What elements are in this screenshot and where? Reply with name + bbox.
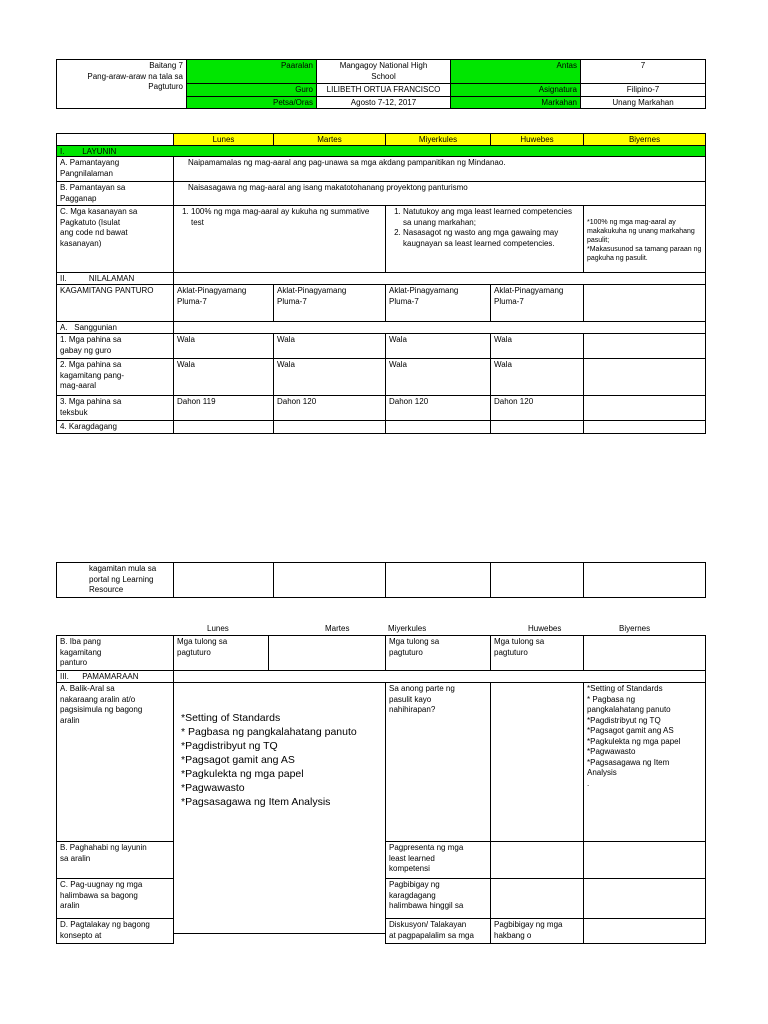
gabay-martes: Wala — [273, 333, 386, 359]
paghahabi-huwebes — [490, 841, 584, 879]
kasanayan-biyernes: *100% ng mga mag-aaral ay makakukuha ng unang markahang pasulit; *Makasusunod sa tamang paraan ng pagkuha ng pasulit. — [583, 205, 706, 273]
asignatura-label: Asignatura — [450, 83, 581, 97]
markahan-value: Unang Markahan — [580, 96, 706, 109]
portal-huwebes — [490, 562, 584, 598]
karagdagang-biyernes — [583, 420, 706, 434]
kasanayan-miy-item-2: 2. Nasasagot ng wasto ang mga gawaing may kaugnayan sa least learned competencies. — [403, 228, 580, 249]
mag-aaral-lunes: Wala — [173, 358, 274, 396]
kasanayan-label: C. Mga kasanayan sa Pagkatuto (Isulat ang code nd bawat kasanayan) — [56, 205, 174, 273]
t3-day-lunes: Lunes — [207, 624, 229, 633]
kasanayan-lunes-martes — [173, 205, 386, 273]
antas-value: 7 — [580, 59, 706, 84]
karagdagang-huwebes — [490, 420, 584, 434]
mag-aaral-martes: Wala — [273, 358, 386, 396]
pag-uugnay-huwebes — [490, 878, 584, 919]
karagdagang-martes — [273, 420, 386, 434]
kagamitang-mag-aaral-label: 2. Mga pahina sa kagamitang pang- mag-aaral — [56, 358, 174, 396]
nilalaman-heading: II. NILALAMAN — [56, 272, 174, 285]
balik-aral-biyernes: *Setting of Standards * Pagbasa ng pangkalahatang panuto *Pagdistribyut ng TQ *Pagsagot gamit ang AS *Pagkulekta ng mga papel *Pagwawasto *Pagsasagawa ng Item Analysis . — [583, 682, 706, 842]
iba-pang-kagamitan-label: B. Iba pang kagamitang panturo — [56, 635, 174, 671]
grade-level-title: Baitang 7 Pang-araw-araw na tala sa Pagtuturo — [56, 59, 187, 109]
karagdagang-lunes — [173, 420, 274, 434]
day-header-huwebes: Huwebes — [490, 133, 584, 146]
balik-aral-miyerkules: Sa anong parte ng pasulit kayo nahihirapan? — [385, 682, 491, 842]
pagtalakay-biyernes — [583, 918, 706, 944]
aklat-huwebes: Aklat-Pinagyamang Pluma-7 — [490, 284, 584, 322]
tulong-miyerkules: Mga tulong sa pagtuturo — [385, 635, 491, 671]
pagtalakay-label: D. Pagtalakay ng bagong konsepto at — [56, 918, 174, 944]
pamamaraan-heading: III. PAMAMARAAN — [56, 670, 174, 683]
day-header-martes: Martes — [273, 133, 386, 146]
teksbuk-label: 3. Mga pahina sa teksbuk — [56, 395, 174, 421]
paghahabi-miyerkules: Pagpresenta ng mga least learned kompetensi — [385, 841, 491, 879]
pamantayang-pangnilalaman-label: A. Pamantayang Pangnilalaman — [56, 156, 174, 182]
mag-aaral-huwebes: Wala — [490, 358, 584, 396]
sanggunian-label: A. Sanggunian — [56, 321, 174, 334]
aklat-biyernes — [583, 284, 706, 322]
pag-uugnay-label: C. Pag-uugnay ng mga halimbawa sa bagong aralin — [56, 878, 174, 919]
t3-day-martes: Martes — [325, 624, 350, 633]
pamantayan-sa-pagganap-text: Naisasagawa ng mag-aaral ang isang makatotohanang proyektong panturismo — [173, 181, 706, 206]
markahan-label: Markahan — [450, 96, 581, 109]
balik-aral-label: A. Balik-Aral sa nakaraang aralin at/o pagsisimula ng bagong aralin — [56, 682, 174, 842]
layunin-heading: I. LAYUNIN — [60, 147, 117, 156]
pamantayan-sa-pagganap-label: B. Pamantayan sa Pagganap — [56, 181, 174, 206]
day-header-miyerkules: Miyerkules — [385, 133, 491, 146]
pamamaraan-lunes-martes: *Setting of Standards * Pagbasa ng pangkalahatang panuto *Pagdistribyut ng TQ *Pagsagot gamit ang AS *Pagkulekta ng mga papel *Pagwawasto *Pagsasagawa ng Item Analysis — [173, 682, 386, 934]
teksbuk-miyerkules: Dahon 120 — [385, 395, 491, 421]
kasanayan-miyerkules-huwebes — [385, 205, 584, 273]
kagamitan-panturo-heading: KAGAMITANG PANTURO — [56, 284, 174, 322]
t3-day-miyerkules: Miyerkules — [388, 624, 427, 633]
day-header-biyernes: Biyernes — [583, 133, 706, 146]
gabay-lunes: Wala — [173, 333, 274, 359]
aklat-lunes: Aklat-Pinagyamang Pluma-7 — [173, 284, 274, 322]
kasanayan-lunes-item: 1. 100% ng mga mag-aaral ay kukuha ng summative test — [191, 207, 382, 228]
portal-lunes — [173, 562, 274, 598]
teksbuk-lunes: Dahon 119 — [173, 395, 274, 421]
paghahabi-label: B. Paghahabi ng layunin sa aralin — [56, 841, 174, 879]
teksbuk-biyernes — [583, 395, 706, 421]
paghahabi-biyernes — [583, 841, 706, 879]
petsa-label: Petsa/Oras — [186, 96, 317, 109]
t3-day-biyernes: Biyernes — [619, 624, 651, 633]
tulong-martes — [268, 635, 386, 671]
teksbuk-huwebes: Dahon 120 — [490, 395, 584, 421]
karagdagang-label: 4. Karagdagang — [56, 420, 174, 434]
balik-aral-huwebes — [490, 682, 584, 842]
asignatura-value: Filipino-7 — [580, 83, 706, 97]
portal-martes — [273, 562, 386, 598]
karagdagang-miyerkules — [385, 420, 491, 434]
antas-label: Antas — [450, 59, 581, 84]
kasanayan-miy-item-1: 1. Natutukoy ang mga least learned competencies sa unang markahan; — [403, 207, 580, 228]
mag-aaral-biyernes — [583, 358, 706, 396]
portal-miyerkules — [385, 562, 491, 598]
portal-biyernes — [583, 562, 706, 598]
gabay-miyerkules: Wala — [385, 333, 491, 359]
pagtalakay-huwebes: Pagbibigay ng mga hakbang o — [490, 918, 584, 944]
gabay-huwebes: Wala — [490, 333, 584, 359]
portal-learning-resource-label: kagamitan mula sa portal ng Learning Resource — [56, 562, 174, 598]
gabay-guro-label: 1. Mga pahina sa gabay ng guro — [56, 333, 174, 359]
tulong-biyernes — [583, 635, 706, 671]
guro-value: LILIBETH ORTUA FRANCISCO — [316, 83, 451, 97]
gabay-biyernes — [583, 333, 706, 359]
aklat-martes: Aklat-Pinagyamang Pluma-7 — [273, 284, 386, 322]
paaralan-label: Paaralan — [186, 59, 317, 84]
pagtalakay-miyerkules: Diskusyon/ Talakayan at pagpapalalim sa mga — [385, 918, 491, 944]
aklat-miyerkules: Aklat-Pinagyamang Pluma-7 — [385, 284, 491, 322]
tulong-lunes: Mga tulong sa pagtuturo — [173, 635, 269, 671]
petsa-value: Agosto 7-12, 2017 — [316, 96, 451, 109]
teksbuk-martes: Dahon 120 — [273, 395, 386, 421]
t3-day-huwebes: Huwebes — [528, 624, 562, 633]
day-header-lunes: Lunes — [173, 133, 274, 146]
tulong-huwebes: Mga tulong sa pagtuturo — [490, 635, 584, 671]
paaralan-value: Mangagoy National High School — [316, 59, 451, 84]
pag-uugnay-miyerkules: Pagbibigay ng karagdagang halimbawa hinggil sa — [385, 878, 491, 919]
pamantayang-pangnilalaman-text: Naipamamalas ng mag-aaral ang pag-unawa sa mga akdang pampanitikan ng Mindanao. — [173, 156, 706, 182]
guro-label: Guro — [186, 83, 317, 97]
pag-uugnay-biyernes — [583, 878, 706, 919]
mag-aaral-miyerkules: Wala — [385, 358, 491, 396]
